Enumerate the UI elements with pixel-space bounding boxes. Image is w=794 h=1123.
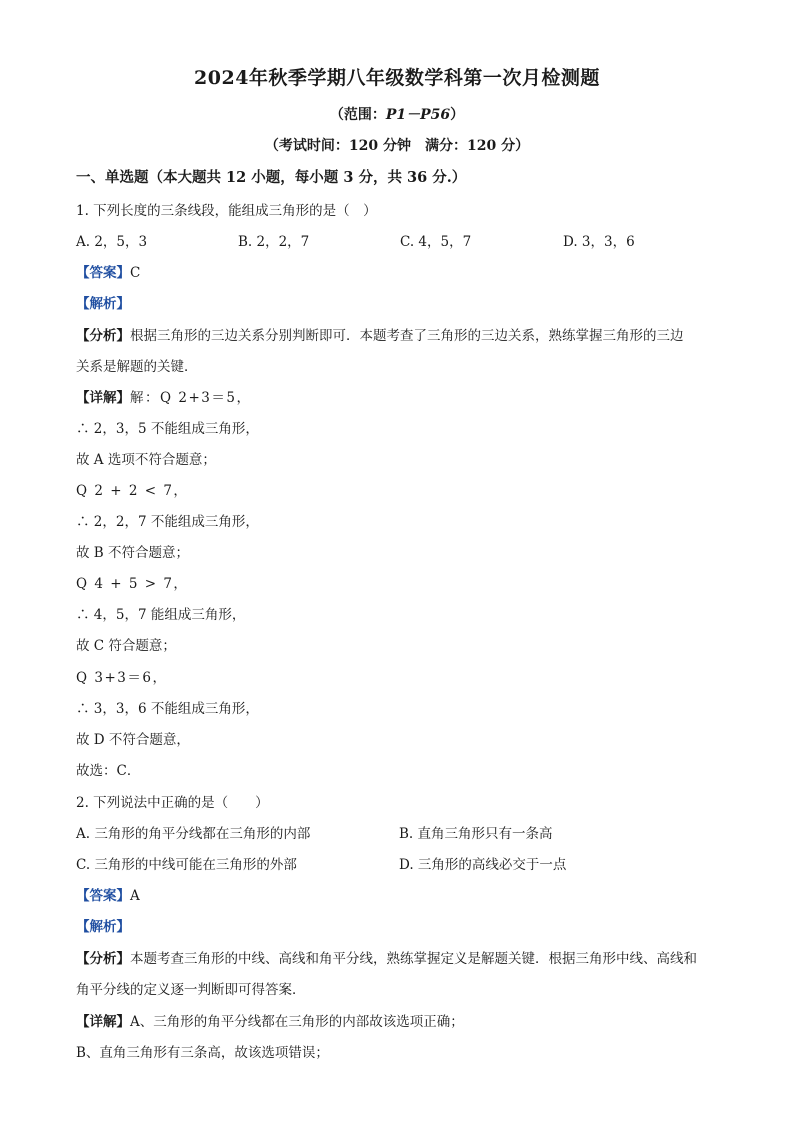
q1-analysis-tag	[76, 292, 130, 312]
q2-option-a: A. 三角形的角平分线都在三角形的内部	[76, 826, 311, 842]
detail-text: 解：Q 2+3＝5，	[130, 390, 252, 406]
fenxi-text: 本题考查三角形的中线、高线和角平分线，熟练掌握定义是解题关键．根据三角形中线、高线和	[130, 951, 697, 967]
q2-option-b: B. 直角三角形只有一条高	[399, 826, 553, 842]
q1-detail-line-2: ∴ 2，3，5 不能组成三角形，	[76, 421, 259, 437]
page-title: 2024年秋季学期八年级数学科第一次月检测题	[194, 67, 600, 89]
q1-detail-line-6: 故 B 不符合题意；	[76, 545, 190, 561]
detail-tag: 【详解】	[76, 1014, 130, 1030]
q2-answer	[76, 884, 140, 904]
question-2-stem: 2. 下列说法中正确的是（ ）	[76, 795, 269, 811]
q2-option-c: C. 三角形的中线可能在三角形的外部	[76, 857, 297, 873]
q1-option-c: C. 4，5，7	[400, 234, 472, 250]
answer-value: C	[130, 265, 141, 281]
fenxi-tag: 【分析】	[76, 951, 130, 967]
q2-fenxi-line-1	[76, 947, 697, 967]
range-prefix: （范围：	[329, 107, 386, 123]
q1-detail-line-11: ∴ 3，3，6 不能组成三角形，	[76, 701, 259, 717]
q1-option-b: B. 2，2，7	[238, 234, 310, 250]
q2-detail-line-2: B、直角三角形有三条高，故该选项错误；	[76, 1045, 329, 1061]
q2-fenxi-line-2: 角平分线的定义逐一判断即可得答案．	[76, 982, 306, 998]
detail-tag: 【详解】	[76, 390, 130, 406]
question-1-stem: 1. 下列长度的三条线段，能组成三角形的是（ ）	[76, 203, 377, 219]
q1-detail-line-12: 故 D 不符合题意，	[76, 732, 190, 748]
answer-tag: 【答案】	[76, 265, 130, 281]
q1-detail-line-10: Q 3+3＝6，	[76, 670, 168, 686]
range-suffix: ）	[450, 107, 465, 123]
q1-fenxi-line-1	[76, 324, 684, 344]
exam-info: （考试时间：120 分钟 满分：120 分）	[264, 138, 530, 154]
analysis-tag: 【解析】	[76, 919, 130, 935]
q1-fenxi-line-2: 关系是解题的关键．	[76, 359, 198, 375]
q1-detail-line-4: Q 2 + 2 < 7，	[76, 483, 189, 499]
q1-detail-line-13: 故选：C．	[76, 763, 141, 779]
fenxi-text: 根据三角形的三边关系分别判断即可．本题考查了三角形的三边关系，熟练掌握三角形的三边	[130, 328, 684, 344]
q2-option-d: D. 三角形的高线必交于一点	[399, 857, 567, 873]
answer-value: A	[130, 888, 140, 904]
q1-option-a: A. 2，5，3	[76, 234, 148, 250]
q1-detail-line-7: Q 4 + 5 > 7，	[76, 576, 189, 592]
q1-detail-line-3: 故 A 选项不符合题意；	[76, 452, 216, 468]
q1-answer	[76, 261, 140, 281]
q1-detail-line-9: 故 C 符合题意；	[76, 638, 176, 654]
fenxi-tag: 【分析】	[76, 328, 130, 344]
analysis-tag: 【解析】	[76, 296, 130, 312]
q1-option-d: D. 3，3，6	[563, 234, 635, 250]
q2-detail-line-1	[76, 1010, 464, 1030]
section-heading: 一、单选题（本大题共 12 小题，每小题 3 分，共 36 分.）	[76, 169, 467, 186]
answer-tag: 【答案】	[76, 888, 130, 904]
q1-detail-line-1	[76, 386, 251, 406]
exam-range	[0, 104, 794, 124]
q1-detail-line-5: ∴ 2，2，7 不能组成三角形，	[76, 514, 259, 530]
q2-analysis-tag	[76, 915, 130, 935]
detail-text: A、三角形的角平分线都在三角形的内部故该选项正确；	[130, 1014, 464, 1030]
q1-detail-line-8: ∴ 4，5，7 能组成三角形，	[76, 607, 246, 623]
range-value: P1－P56	[385, 107, 451, 123]
